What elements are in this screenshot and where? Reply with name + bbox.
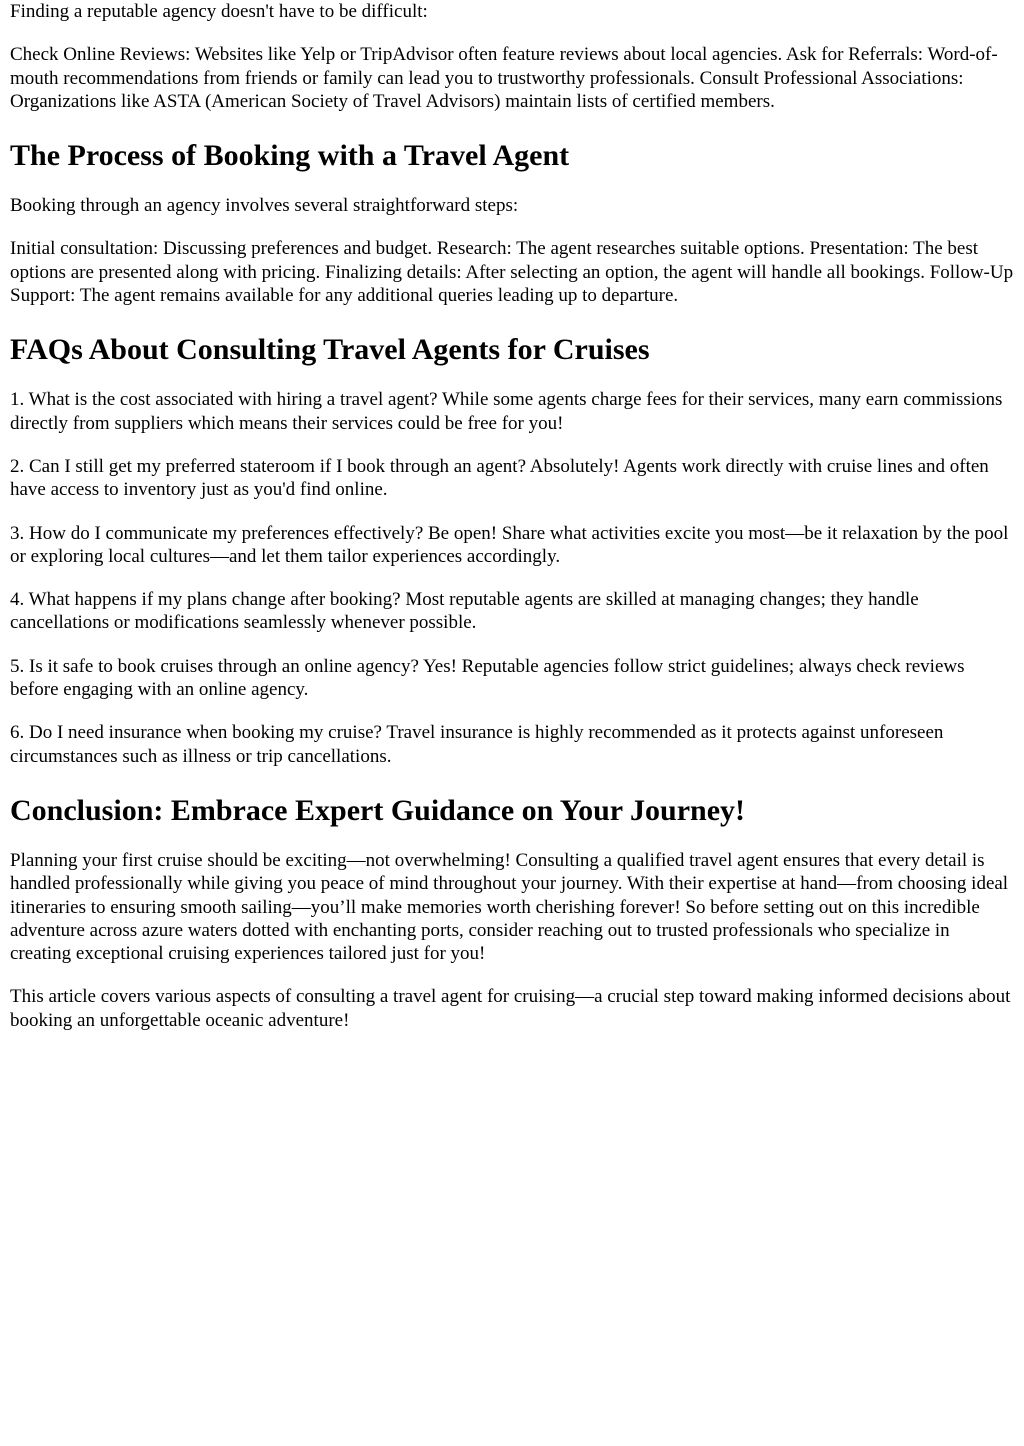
section-heading-booking-process: The Process of Booking with a Travel Agent [10,139,570,173]
article-summary-paragraph: This article covers various aspects of consulting a travel agent for cruising—a crucial step toward making informed decisions about booking an unforgettable oceanic adventure! [10,986,1011,1031]
conclusion-paragraph: Planning your first cruise should be exciting—not overwhelming! Consulting a qualified travel agent ensures that every detail is handled professionally while giving you peace of mind throughout your journey. With their expertise at hand—from choosing ideal itineraries to ensuring smooth sailing—you’ll make memories worth cherishing forever! So before setting out on this incredible adventure across azure waters dotted with enchanting ports, consider reaching out to trusted professionals who specialize in creating exceptional cruising experiences tailored just for you! [10,849,1009,965]
finding-tips-paragraph: Check Online Reviews: Websites like Yelp or TripAdvisor often feature reviews about local agencies. Ask for Referrals: Word-of-mouth recommendations from friends or family can lead you to trustworthy professionals. Consult Professional Associations: Organizations like ASTA (American Society of Travel Advisors) maintain lists of certified members. [10,44,998,112]
faq-item-4: 4. What happens if my plans change after booking? Most reputable agents are skilled at managing changes; they handle cancellations or modifications seamlessly whenever possible. [10,589,919,634]
booking-steps-intro-paragraph: Booking through an agency involves several straightforward steps: [10,195,519,217]
faq-item-5: 5. Is it safe to book cruises through an online agency? Yes! Reputable agencies follow strict guidelines; always check reviews before engaging with an online agency. [10,655,965,701]
faq-item-6: 6. Do I need insurance when booking my cruise? Travel insurance is highly recommended as it protects against unforeseen circumstances such as illness or trip cancellations. [10,722,944,767]
faq-item-1: 1. What is the cost associated with hiring a travel agent? While some agents charge fees for their services, many earn commissions directly from suppliers which means their services could be free for you! [10,389,1003,434]
section-heading-faqs: FAQs About Consulting Travel Agents for Cruises [10,333,650,367]
section-heading-conclusion: Conclusion: Embrace Expert Guidance on Your Journey! [10,793,746,827]
intro-paragraph: Finding a reputable agency doesn't have to be difficult: [10,1,428,22]
booking-steps-paragraph: Initial consultation: Discussing preferences and budget. Research: The agent researches suitable options. Presentation: The best options are presented along with pricing. Finalizing details: After selecting an option, the agent will handle all bookings. Follow-Up Support: The agent remains available for any additional queries leading up to departure. [10,238,1014,307]
faq-item-3: 3. How do I communicate my preferences effectively? Be open! Share what activities excite you most—be it relaxation by the pool or exploring local cultures—and let them tailor experiences accordingly. [10,522,1009,567]
faq-item-2: 2. Can I still get my preferred stateroom if I book through an agent? Absolutely! Agents work directly with cruise lines and often have access to inventory just as you'd find online. [10,455,989,501]
